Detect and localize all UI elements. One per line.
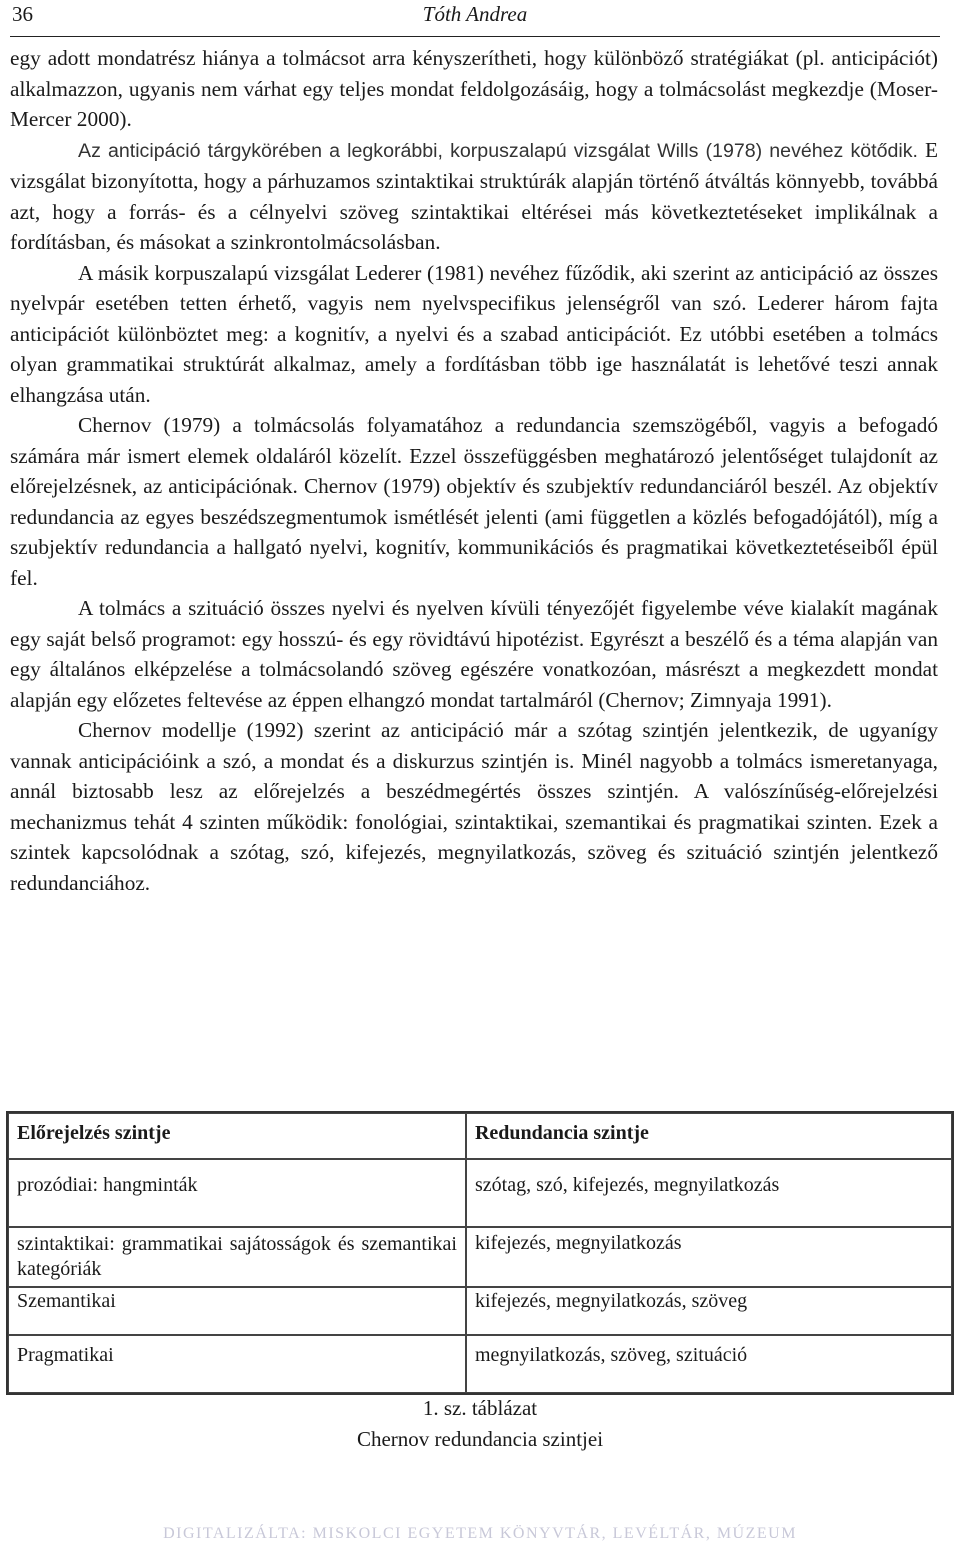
paragraph-2-lead: Az anticipáció tárgykörében a legkorábbi, korpuszalapú vizsgálat Wills (1978) nevéhez kötődik. [78, 139, 918, 162]
table-cell: szótag, szó, kifejezés, megnyilatkozás [466, 1159, 952, 1227]
paragraph-5: A tolmács a szituáció összes nyelvi és nyelven kívüli tényezőjét figyelembe véve kialakít magának egy saját belső programot: egy hosszú- és egy rövidtávú hipotézist. Egyrészt a beszélő és a téma alapján van egy általános elképzelése a tolmácsolandó szöveg egészére vonatkozóan, másrészt a megkezdett mondat alapján egy előzetes feltevése az éppen elhangzó mondat tartalmáról (Chernov; Zimnyaja 1991). [10, 596, 938, 712]
paragraph-3: A másik korpuszalapú vizsgálat Lederer (1981) nevéhez fűződik, aki szerint az anticipáció az összes nyelvpár esetében tetten érhető, vagyis nem nyelvspecifikus jelenségről van szó. Lederer három fajta anticipációt különböztet meg: a kognitív, a nyelvi és a szabad anticipációt. Ez utóbbi esetében a tolmács olyan grammatikai struktúrát alkalmaz, amely a fordításban több ige használatát is lehetővé teszi annak elhangzása után. [10, 260, 938, 407]
table-cell: kifejezés, megnyilatkozás [466, 1227, 952, 1287]
table-cell: kifejezés, megnyilatkozás, szöveg [466, 1287, 952, 1335]
table-row [8, 1335, 952, 1393]
table-cell: Szemantikai [8, 1287, 466, 1335]
table-cell: prozódiai: hangminták [8, 1159, 466, 1227]
table-row [8, 1227, 952, 1287]
table-row [8, 1159, 952, 1227]
redundancy-table [6, 1111, 954, 1395]
paragraph-1: egy adott mondatrész hiánya a tolmácsot arra kényszerítheti, hogy különböző stratégiákat (pl. anticipációt) alkalmazzon, ugyanis nem várhat egy teljes mondat feldolgozásáig, hogy a tolmácsolást megkezdje (Moser-Mercer 2000). [10, 46, 938, 131]
table-header-redundancy: Redundancia szintje [466, 1113, 952, 1159]
paragraph-2 [10, 135, 938, 258]
page-number: 36 [12, 2, 33, 26]
page-header [10, 0, 940, 37]
table-row [8, 1287, 952, 1335]
body-text [10, 43, 938, 898]
table-cell: szintaktikai: grammatikai sajátosságok és szemantikai kategóriák [8, 1227, 466, 1287]
paragraph-2-rest: E vizsgálat bizonyította, hogy a párhuzamos szintaktikai struktúrák alapján történő átváltás könnyebb, továbbá azt, hogy a forrás- és a célnyelvi szöveg szintaktikai eltérései más következtetéseket implikálnak a fordításban, és másokat a szinkrontolmácsolásban. [10, 137, 938, 254]
paragraph-4: Chernov (1979) a tolmácsolás folyamatához a redundancia szemszögéből, vagyis a befogadó számára már ismert elemek oldaláról közelít. Ezzel összefüggésben meghatározó jelentőséget tulajdonít az előrejelzésnek, az anticipációnak. Chernov (1979) objektív és szubjektív redundanciáról beszél. Az objektív redundancia az egyes beszédszegmentumok ismétlését jelenti (ami független a közlés befogadójától), míg a szubjektív redundancia a hallgató nyelvi, kognitív, kommunikációs és pragmatikai következtetéseiből épül fel. [10, 413, 938, 590]
table-header-row [8, 1113, 952, 1159]
table-header-prediction: Előrejelzés szintje [8, 1113, 466, 1159]
digitization-watermark: DIGITALIZÁLTA: MISKOLCI EGYETEM KÖNYVTÁR, LEVÉLTÁR, MÚZEUM [163, 1525, 797, 1542]
table-cell: megnyilatkozás, szöveg, szituáció [466, 1335, 952, 1393]
paragraph-6: Chernov modellje (1992) szerint az anticipáció már a szótag szintjén jelentkezik, de ugyanígy vannak anticipációink a szó, a mondat és a diskurzus szintjén is. Minél nagyobb a tolmács ismeretanyaga, annál biztosabb lesz az előrejelzés a beszédmegértés összes szintjén. A valószínűség-előrejelzési mechanizmus tehát 4 szinten működik: fonológiai, szintaktikai, szemantikai és pragmatikai szinten. Ezek a szintek kapcsolódnak a szótag, szó, kifejezés, megnyilatkozás, szöveg és szituáció szintjén jelentkező redundanciához. [10, 718, 938, 895]
table-cell: Pragmatikai [8, 1335, 466, 1393]
table-caption-title: Chernov redundancia szintjei [356, 1427, 604, 1451]
running-head-author: Tóth Andrea [422, 2, 528, 26]
table-caption-number: 1. sz. táblázat [422, 1396, 538, 1420]
